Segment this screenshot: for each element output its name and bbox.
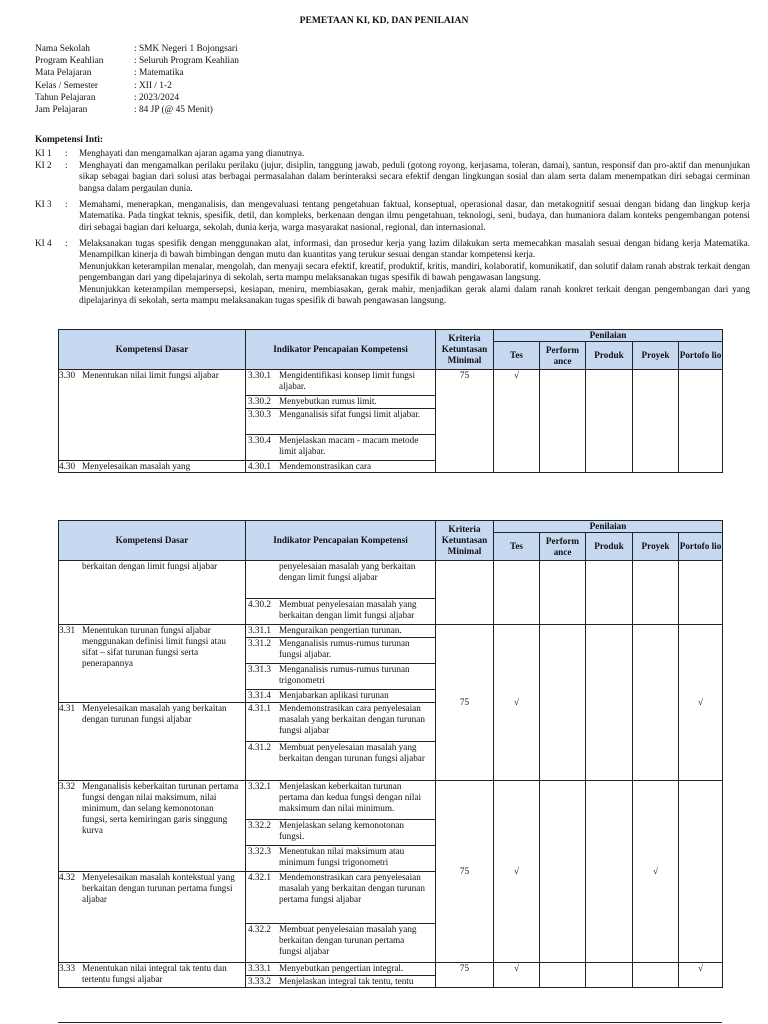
- info-label: Tahun Pelajaran: [35, 92, 96, 103]
- kd-text: berkaitan dengan limit fungsi aljabar: [82, 561, 218, 571]
- check-tes: √: [494, 625, 540, 781]
- kd-cell: [59, 872, 246, 963]
- indicator-number: 4.30.2: [248, 599, 271, 609]
- indicator-number: 4.32.2: [248, 924, 271, 934]
- indicator-text: Mendemonstrasikan cara penyelesaian masalah yang berkaitan dengan turunan pertama fungsi aljabar: [279, 872, 425, 904]
- ki-text: Menunjukkan keterampilan mempersepsi, kesiapan, meniru, membiasakan, gerak mahir, menjadikan gerak alami dalam ranah konkret terkait dengan pengembangan dari yang dipelajarinya di sekolah, serta mampu melaksanakan tugas spesifik di bawah pengawasan langsung.: [79, 283, 750, 306]
- kd-number: 4.31: [59, 703, 76, 713]
- kkm-cell: 75: [436, 625, 494, 781]
- indicator-cell: [246, 742, 436, 781]
- kd-cell: [59, 703, 246, 781]
- th-portofolio: Portofo lio: [679, 342, 723, 370]
- kd-cell: [59, 781, 246, 872]
- ki-colon: :: [65, 238, 68, 248]
- indicator-number: 3.32.3: [248, 846, 271, 856]
- check-performance: [540, 625, 586, 781]
- check-performance: [540, 370, 586, 473]
- indicator-cell: [246, 872, 436, 924]
- indicator-number: 4.31.1: [248, 703, 271, 713]
- th-performance: Perform ance: [540, 342, 586, 370]
- ki-code: KI 4: [35, 238, 52, 248]
- th-produk: Produk: [586, 342, 633, 370]
- kd-number: 4.32: [59, 872, 76, 882]
- th-portofolio: Portofo lio: [679, 533, 723, 561]
- indicator-number: 3.31.4: [248, 690, 271, 700]
- indicator-number: 4.31.2: [248, 742, 271, 752]
- ki-item: [35, 160, 750, 194]
- indicator-cell: [246, 846, 436, 872]
- check-proyek: √: [633, 781, 679, 963]
- indicator-cell: [246, 976, 436, 988]
- info-value: : XII / 1-2: [134, 80, 172, 91]
- kd-text: Menyelesaikan masalah yang berkaitan dengan turunan fungsi aljabar: [82, 703, 227, 724]
- indicator-text: Menentukan nilai maksimum atau minimum fungsi trigonometri: [279, 846, 405, 867]
- indicator-number: 3.30.3: [248, 409, 271, 419]
- kd-number: 3.32: [59, 781, 76, 791]
- indicator-number: 3.32.1: [248, 781, 271, 791]
- indicator-cell: [246, 435, 436, 461]
- kkm-cell: 75: [436, 781, 494, 963]
- info-label: Kelas / Semester: [35, 80, 99, 91]
- info-value: : Seluruh Program Keahlian: [134, 56, 239, 67]
- ki-colon: :: [65, 148, 68, 158]
- indicator-number: 3.33.1: [248, 963, 271, 973]
- indicator-text: Mendemonstrasikan cara: [279, 461, 372, 471]
- indicator-text: Menganalisis sifat fungsi limit aljabar.: [279, 409, 421, 419]
- th-indikator: Indikator Pencapaian Kompetensi: [246, 521, 436, 561]
- th-indikator: Indikator Pencapaian Kompetensi: [246, 330, 436, 370]
- info-row: [35, 80, 239, 92]
- kd-cell: [59, 963, 246, 988]
- indicator-cell: [246, 690, 436, 703]
- ki-colon: :: [65, 160, 68, 170]
- kd-cell: [59, 461, 246, 473]
- identity-block: [35, 43, 239, 116]
- th-tes: Tes: [494, 342, 540, 370]
- kd-text: Menentukan nilai integral tak tentu dan tertentu fungsi aljabar: [82, 963, 227, 984]
- indicator-text: Membuat penyelesaian masalah yang berkaitan dengan turunan pertama fungsi aljabar: [279, 924, 417, 956]
- ki-text: Menghayati dan mengamalkan ajaran agama yang dianutnya.: [79, 148, 305, 158]
- check-portofolio: √: [679, 625, 723, 781]
- kd-text: Menyelesaikan masalah yang: [82, 461, 191, 471]
- kd-text: Menentukan nilai limit fungsi aljabar: [82, 370, 219, 380]
- th-kkm: Kriteria Ketuntasan Minimal: [436, 330, 494, 370]
- kkm-cell: [436, 561, 494, 625]
- indicator-cell: [246, 599, 436, 625]
- indicator-cell: [246, 924, 436, 963]
- indicator-text: Menyebutkan rumus limit.: [279, 396, 377, 406]
- info-row: [35, 43, 239, 55]
- indicator-text: Menjelaskan keberkaitan turunan pertama dan kedua fungsi dengan nilai maksimum dan nilai minimum.: [279, 781, 422, 813]
- kd-number: 3.30: [59, 370, 76, 380]
- th-kompetensi-dasar: Kompetensi Dasar: [59, 521, 246, 561]
- check-tes: √: [494, 781, 540, 963]
- info-row: [35, 92, 239, 104]
- kd-number: 4.30: [59, 461, 76, 471]
- info-value: : 84 JP (@ 45 Menit): [134, 105, 213, 116]
- th-produk: Produk: [586, 533, 633, 561]
- indicator-number: 3.30.2: [248, 396, 271, 406]
- indicator-number: 3.30.1: [248, 370, 271, 380]
- indicator-number: 3.30.4: [248, 435, 271, 445]
- info-value: : Matematika: [134, 68, 184, 79]
- ki-code: KI 3: [35, 199, 52, 209]
- indicator-number: 3.32.2: [248, 820, 271, 830]
- kd-cell: [59, 370, 246, 461]
- kd-text: Menentukan turunan fungsi aljabar menggunakan definisi limit fungsi atau sifat – sifat turunan fungsi serta penerapannya: [82, 625, 226, 668]
- indicator-cell: [246, 820, 436, 846]
- kd-cell: [59, 625, 246, 703]
- kkm-cell: 75: [436, 963, 494, 988]
- check-produk: [586, 561, 633, 625]
- info-label: Jam Pelajaran: [35, 105, 88, 116]
- page-footer-rule: [58, 1022, 722, 1023]
- check-portofolio: √: [679, 963, 723, 988]
- indicator-cell: [246, 963, 436, 976]
- ki-code: KI 1: [35, 148, 52, 158]
- kd-text: Menganalisis keberkaitan turunan pertama fungsi dengan nilai maksimum, nilai minimum, dan selang kemonotonan fungsi, serta kemiringan garis singgung kurva: [82, 781, 239, 835]
- check-portofolio: [679, 781, 723, 963]
- indicator-cell: [246, 461, 436, 473]
- indicator-cell: [246, 396, 436, 409]
- indicator-cell: [246, 638, 436, 664]
- indicator-text: Menjabarkan aplikasi turunan: [279, 690, 389, 700]
- th-penilaian: Penilaian: [494, 330, 723, 342]
- check-tes: √: [494, 370, 540, 473]
- indicator-cell: [246, 409, 436, 435]
- ki-item: [35, 238, 750, 306]
- indicator-text: Menyebutkan pengertian integral.: [279, 963, 404, 973]
- ki-text: Memahami, menerapkan, menganalisis, dan mengevaluasi tentang pengetahuan faktual, konseptual, operasional dasar, dan metakognitif sesuai dengan bidang dan lingkup kerja Matematika. Pada tingkat teknis, spesifik, detil, dan kompleks, berkenaan dengan ilmu pengetahuan, teknologi, seni, budaya, dan humaniora dalam konteks pengembangan potensi diri sebagai bagian dari keluarga, sekolah, dunia kerja, warga masyarakat nasional, regional, dan internasional.: [79, 199, 750, 232]
- kd-table-1: [58, 329, 723, 473]
- info-value: : 2023/2024: [134, 92, 180, 103]
- kd-table-2: [58, 520, 723, 988]
- kd-cell: [59, 561, 246, 625]
- ki-item: [35, 148, 750, 159]
- indicator-cell: [246, 781, 436, 820]
- check-tes: √: [494, 963, 540, 988]
- info-label: Program Keahlian: [35, 56, 104, 67]
- th-kompetensi-dasar: Kompetensi Dasar: [59, 330, 246, 370]
- indicator-cell: [246, 703, 436, 742]
- th-performance: Perform ance: [540, 533, 586, 561]
- indicator-cell: [246, 625, 436, 638]
- indicator-text: Menjelaskan macam - macam metode limit aljabar.: [279, 435, 419, 456]
- kd-text: Menyelesaikan masalah kontekstual yang berkaitan dengan turunan pertama fungsi aljabar: [82, 872, 235, 904]
- ki-text: Menghayati dan mengamalkan perilaku perilaku (jujur, disiplin, tanggung jawab, peduli (gotong royong, kerjasama, toleran, damai), santun, responsif dan pro-aktif dan menunjukan sikap sebagai bagian dari solusi atas berbagai permasalahan dalam berinteraksi secara efektif dengan lingkungan sosial dan alam serta dalam menempatkan diri sebagai cerminan bangsa dalam pergaulan dunia.: [79, 160, 750, 193]
- indicator-text: Menguraikan pengertian turunan.: [279, 625, 402, 635]
- document-title: PEMETAAN KI, KD, DAN PENILAIAN: [299, 15, 469, 26]
- th-kkm: Kriteria Ketuntasan Minimal: [436, 521, 494, 561]
- indicator-cell: [246, 370, 436, 396]
- kkm-cell: 75: [436, 370, 494, 473]
- indicator-cell: [246, 561, 436, 599]
- ki-code: KI 2: [35, 160, 52, 170]
- check-tes: [494, 561, 540, 625]
- info-row: [35, 104, 239, 116]
- kd-number: 3.31: [59, 625, 76, 635]
- check-performance: [540, 561, 586, 625]
- indicator-number: 3.31.3: [248, 664, 271, 674]
- th-tes: Tes: [494, 533, 540, 561]
- check-produk: [586, 370, 633, 473]
- info-value: : SMK Negeri 1 Bojongsari: [134, 44, 238, 54]
- check-proyek: [633, 625, 679, 781]
- th-proyek: Proyek: [633, 533, 679, 561]
- indicator-text: Mengidentifikasi konsep limit fungsi aljabar.: [279, 370, 416, 391]
- indicator-text: Membuat penyelesaian masalah yang berkaitan dengan turunan fungsi aljabar: [279, 742, 425, 763]
- th-proyek: Proyek: [633, 342, 679, 370]
- kd-number: 3.33: [59, 963, 76, 973]
- check-performance: [540, 781, 586, 963]
- ki-text: Melaksanakan tugas spesifik dengan menggunakan alat, informasi, dan prosedur kerja yang lazim dilakukan serta memecahkan masalah sesuai dengan bidang kerja Matematika. Menampilkan kinerja di bawah bimbingan dengan mutu dan kuantitas yang terukur sesuai dengan standar kompetensi kerja.: [79, 238, 750, 260]
- indicator-number: 3.33.2: [248, 976, 271, 986]
- check-portofolio: [679, 370, 723, 473]
- th-penilaian: Penilaian: [494, 521, 723, 533]
- info-row: [35, 55, 239, 67]
- indicator-number: 3.31.1: [248, 625, 271, 635]
- indicator-text: Menganalisis rumus-rumus turunan fungsi aljabar.: [279, 638, 410, 659]
- indicator-number: 4.32.1: [248, 872, 271, 882]
- ki-heading: Kompetensi Inti:: [35, 135, 103, 145]
- indicator-text: penyelesaian masalah yang berkaitan dengan limit fungsi aljabar: [279, 561, 416, 582]
- indicator-number: 3.31.2: [248, 638, 271, 648]
- check-produk: [586, 963, 633, 988]
- indicator-number: 4.30.1: [248, 461, 271, 471]
- indicator-cell: [246, 664, 436, 690]
- check-produk: [586, 625, 633, 781]
- ki-item: [35, 199, 750, 233]
- info-label: Mata Pelajaran: [35, 68, 92, 79]
- check-produk: [586, 781, 633, 963]
- check-proyek: [633, 561, 679, 625]
- ki-text: Menunjukkan keterampilan menalar, mengolah, dan menyaji secara efektif, kreatif, produktif, kritis, mandiri, kolaboratif, komunikatif, dan solutif dalam ranah abstrak terkait dengan pengembangan dari yang dipelajarinya di sekolah, serta mampu melaksanakan tugas spesifik di bawah pengawasan langsung.: [79, 260, 750, 283]
- info-row: [35, 67, 239, 79]
- check-proyek: [633, 963, 679, 988]
- check-performance: [540, 963, 586, 988]
- info-label: Nama Sekolah: [35, 44, 90, 54]
- ki-colon: :: [65, 199, 68, 209]
- indicator-text: Menjelaskan integral tak tentu, tentu: [279, 976, 414, 986]
- check-proyek: [633, 370, 679, 473]
- indicator-text: Membuat penyelesaian masalah yang berkaitan dengan limit fungsi aljabar: [279, 599, 417, 620]
- indicator-text: Menjelaskan selang kemonotonan fungsi.: [279, 820, 405, 841]
- indicator-text: Menganalisis rumus-rumus turunan trigonometri: [279, 664, 410, 685]
- indicator-text: Mendemonstrasikan cara penyelesaian masalah yang berkaitan dengan turunan fungsi aljabar: [279, 703, 425, 735]
- check-portofolio: [679, 561, 723, 625]
